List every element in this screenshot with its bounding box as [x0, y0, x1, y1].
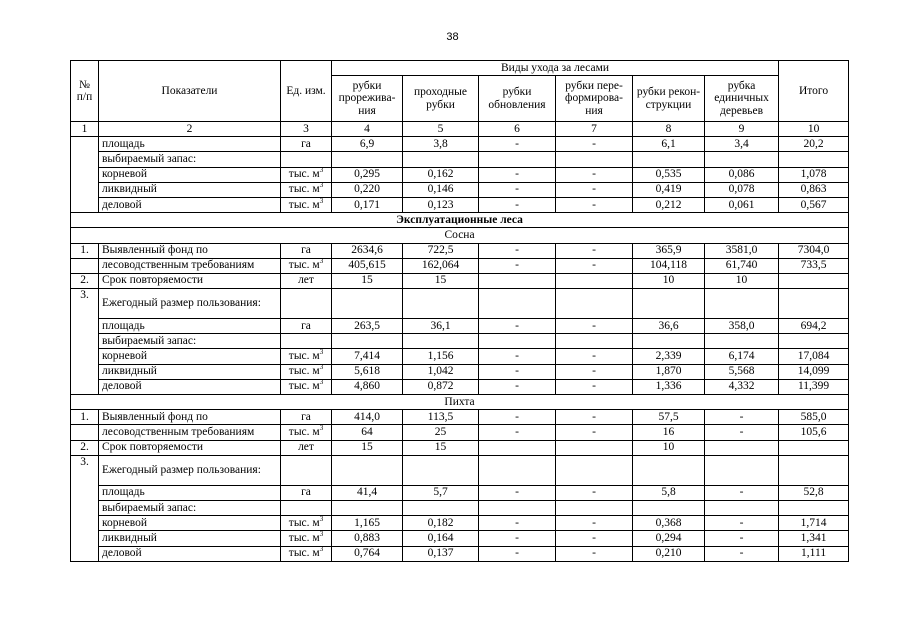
value-cell: 14,099	[779, 364, 849, 379]
value-cell	[779, 440, 849, 455]
value-cell	[403, 289, 479, 319]
value-cell	[403, 152, 479, 167]
row-label: Срок повторяемости	[99, 440, 281, 455]
value-cell	[705, 455, 779, 485]
header-col-8: рубки рекон-струкции	[633, 76, 705, 122]
header-col-7: рубки пере-формирова-ния	[556, 76, 633, 122]
value-cell	[633, 334, 705, 349]
value-cell: -	[479, 379, 556, 394]
value-cell: 15	[332, 440, 403, 455]
row-label: площадь	[99, 319, 281, 334]
unit-cell	[281, 289, 332, 319]
row-label: ликвидный	[99, 531, 281, 546]
row-number: 2.	[71, 273, 99, 288]
value-cell: 10	[705, 273, 779, 288]
column-number: 10	[779, 122, 849, 137]
value-cell: 5,618	[332, 364, 403, 379]
table-row	[71, 289, 849, 319]
unit-cell: тыс. $м^3$	[281, 182, 332, 197]
value-cell	[332, 289, 403, 319]
value-cell	[332, 334, 403, 349]
value-cell	[479, 289, 556, 319]
superscript-3: 3	[319, 258, 324, 266]
value-cell	[705, 500, 779, 515]
value-cell: 64	[332, 425, 403, 440]
unit-cell: лет	[281, 440, 332, 455]
table-row	[71, 349, 849, 364]
row-number: 2.	[71, 440, 99, 455]
value-cell: -	[556, 364, 633, 379]
unit-cell: га	[281, 137, 332, 152]
table-row	[71, 243, 849, 258]
value-cell: -	[556, 319, 633, 334]
row-label: деловой	[99, 546, 281, 561]
species-row	[71, 228, 849, 243]
value-cell: -	[556, 167, 633, 182]
value-cell: -	[479, 410, 556, 425]
unit-cell: тыс. $м^3$	[281, 425, 332, 440]
value-cell: 0,162	[403, 167, 479, 182]
value-cell: 0,567	[779, 197, 849, 212]
value-cell: 15	[332, 273, 403, 288]
unit-cell: тыс. $м^3$	[281, 258, 332, 273]
value-cell: 694,2	[779, 319, 849, 334]
value-cell: 15	[403, 440, 479, 455]
row-label: выбираемый запас:	[99, 152, 281, 167]
row-label: Срок повторяемости	[99, 273, 281, 288]
row-label: корневой	[99, 516, 281, 531]
value-cell: -	[556, 485, 633, 500]
value-cell: 405,615	[332, 258, 403, 273]
value-cell: -	[556, 425, 633, 440]
value-cell: -	[556, 137, 633, 152]
value-cell: 5,8	[633, 485, 705, 500]
value-cell: 104,118	[633, 258, 705, 273]
row-label: лесоводственным требованиям	[99, 258, 281, 273]
value-cell	[705, 440, 779, 455]
value-cell: 1,341	[779, 531, 849, 546]
value-cell: -	[556, 182, 633, 197]
value-cell	[556, 152, 633, 167]
value-cell: 1,870	[633, 364, 705, 379]
value-cell	[479, 152, 556, 167]
value-cell: 0,368	[633, 516, 705, 531]
table-row	[71, 182, 849, 197]
value-cell	[779, 273, 849, 288]
unit-cell: тыс. $м^3$	[281, 516, 332, 531]
row-number: 3.	[71, 289, 99, 395]
value-cell: 6,9	[332, 137, 403, 152]
header-indicators: Показатели	[99, 61, 281, 122]
value-cell: 722,5	[403, 243, 479, 258]
header-num: № п/п	[71, 61, 99, 122]
value-cell	[556, 334, 633, 349]
row-label: корневой	[99, 349, 281, 364]
value-cell: 0,212	[633, 197, 705, 212]
table-row	[71, 258, 849, 273]
header-col-4: рубки прорежива-ния	[332, 76, 403, 122]
value-cell	[403, 455, 479, 485]
value-cell: 3,8	[403, 137, 479, 152]
value-cell: 0,164	[403, 531, 479, 546]
value-cell: 36,1	[403, 319, 479, 334]
value-cell: -	[705, 516, 779, 531]
value-cell	[705, 334, 779, 349]
value-cell: 57,5	[633, 410, 705, 425]
value-cell	[779, 500, 849, 515]
column-number: 8	[633, 122, 705, 137]
header-col-5: проходные рубки	[403, 76, 479, 122]
value-cell: 6,1	[633, 137, 705, 152]
value-cell	[779, 289, 849, 319]
unit-cell: тыс. $м^3$	[281, 167, 332, 182]
row-label: Выявленный фонд по	[99, 243, 281, 258]
table-row	[71, 319, 849, 334]
table-row	[71, 531, 849, 546]
value-cell: 1,714	[779, 516, 849, 531]
value-cell: 263,5	[332, 319, 403, 334]
value-cell: -	[556, 516, 633, 531]
value-cell	[705, 152, 779, 167]
value-cell: -	[479, 167, 556, 182]
superscript-3: 3	[319, 515, 324, 523]
value-cell	[332, 500, 403, 515]
value-cell: 358,0	[705, 319, 779, 334]
value-cell: -	[556, 243, 633, 258]
value-cell	[556, 500, 633, 515]
value-cell: -	[705, 531, 779, 546]
page-number: 38	[446, 31, 459, 43]
value-cell	[479, 500, 556, 515]
species-row	[71, 395, 849, 410]
value-cell	[479, 334, 556, 349]
value-cell	[633, 152, 705, 167]
row-label: Ежегодный размер пользования:	[99, 289, 281, 319]
value-cell: 25	[403, 425, 479, 440]
value-cell: 1,042	[403, 364, 479, 379]
value-cell: 5,7	[403, 485, 479, 500]
value-cell: 61,740	[705, 258, 779, 273]
unit-cell	[281, 334, 332, 349]
value-cell: -	[556, 531, 633, 546]
value-cell: 365,9	[633, 243, 705, 258]
value-cell	[705, 289, 779, 319]
value-cell: 0,872	[403, 379, 479, 394]
value-cell	[779, 455, 849, 485]
row-number: 1.	[71, 243, 99, 258]
column-numbers-row	[71, 122, 849, 137]
value-cell: -	[556, 349, 633, 364]
value-cell: 0,220	[332, 182, 403, 197]
value-cell	[556, 273, 633, 288]
value-cell: 0,182	[403, 516, 479, 531]
unit-cell: тыс. $м^3$	[281, 546, 332, 561]
value-cell: -	[556, 546, 633, 561]
value-cell: 1,156	[403, 349, 479, 364]
column-number: 9	[705, 122, 779, 137]
value-cell: 7,414	[332, 349, 403, 364]
value-cell: 3,4	[705, 137, 779, 152]
unit-cell: га	[281, 319, 332, 334]
value-cell: -	[705, 410, 779, 425]
column-number: 2	[99, 122, 281, 137]
unit-cell	[281, 500, 332, 515]
row-label: выбираемый запас:	[99, 334, 281, 349]
value-cell: 1,165	[332, 516, 403, 531]
table-row	[71, 364, 849, 379]
header-total: Итого	[779, 61, 849, 122]
table-row	[71, 197, 849, 212]
value-cell: 113,5	[403, 410, 479, 425]
row-label: деловой	[99, 379, 281, 394]
value-cell: 0,883	[332, 531, 403, 546]
table-row	[71, 485, 849, 500]
column-number: 5	[403, 122, 479, 137]
row-label: Выявленный фонд по	[99, 410, 281, 425]
value-cell: 11,399	[779, 379, 849, 394]
table-row	[71, 546, 849, 561]
value-cell: 0,210	[633, 546, 705, 561]
column-number: 6	[479, 122, 556, 137]
unit-cell: тыс. $м^3$	[281, 531, 332, 546]
table-row	[71, 334, 849, 349]
value-cell: 52,8	[779, 485, 849, 500]
value-cell	[332, 455, 403, 485]
table-row	[71, 137, 849, 152]
row-number	[71, 258, 99, 273]
value-cell: 0,535	[633, 167, 705, 182]
value-cell: 105,6	[779, 425, 849, 440]
value-cell: 1,111	[779, 546, 849, 561]
header-col-9: рубка единичных деревьев	[705, 76, 779, 122]
value-cell: 41,4	[332, 485, 403, 500]
unit-cell: га	[281, 485, 332, 500]
row-number: 1.	[71, 410, 99, 425]
value-cell	[403, 500, 479, 515]
value-cell: -	[479, 531, 556, 546]
value-cell: 3581,0	[705, 243, 779, 258]
value-cell: -	[479, 258, 556, 273]
superscript-3: 3	[319, 197, 324, 205]
table-row	[71, 152, 849, 167]
value-cell: -	[479, 485, 556, 500]
table-row	[71, 516, 849, 531]
value-cell: -	[556, 197, 633, 212]
value-cell: 0,123	[403, 197, 479, 212]
value-cell: 2,339	[633, 349, 705, 364]
row-label: деловой	[99, 197, 281, 212]
header-group: Виды ухода за лесами	[332, 61, 779, 76]
value-cell: 5,568	[705, 364, 779, 379]
value-cell: -	[556, 379, 633, 394]
column-number: 1	[71, 122, 99, 137]
superscript-3: 3	[319, 546, 324, 554]
value-cell: 20,2	[779, 137, 849, 152]
value-cell: 16	[633, 425, 705, 440]
value-cell: 0,171	[332, 197, 403, 212]
row-label: площадь	[99, 137, 281, 152]
value-cell: 0,419	[633, 182, 705, 197]
unit-cell: лет	[281, 273, 332, 288]
row-label: выбираемый запас:	[99, 500, 281, 515]
value-cell: 15	[403, 273, 479, 288]
value-cell	[403, 334, 479, 349]
row-number: 3.	[71, 455, 99, 561]
species-title: Сосна	[71, 228, 849, 243]
value-cell: 1,078	[779, 167, 849, 182]
value-cell: 0,086	[705, 167, 779, 182]
unit-cell: тыс. $м^3$	[281, 349, 332, 364]
value-cell	[479, 273, 556, 288]
unit-cell: тыс. $м^3$	[281, 364, 332, 379]
unit-cell: га	[281, 243, 332, 258]
value-cell: 0,137	[403, 546, 479, 561]
value-cell: -	[479, 182, 556, 197]
header-unit: Ед. изм.	[281, 61, 332, 122]
unit-cell: га	[281, 410, 332, 425]
superscript-3: 3	[319, 379, 324, 387]
value-cell: 7304,0	[779, 243, 849, 258]
value-cell: -	[479, 243, 556, 258]
superscript-3: 3	[319, 530, 324, 539]
table-row	[71, 167, 849, 182]
table-row	[71, 410, 849, 425]
table-row	[71, 500, 849, 515]
row-label: площадь	[99, 485, 281, 500]
value-cell: 414,0	[332, 410, 403, 425]
value-cell	[556, 289, 633, 319]
value-cell: 36,6	[633, 319, 705, 334]
value-cell: 733,5	[779, 258, 849, 273]
value-cell: 585,0	[779, 410, 849, 425]
header-col-6: рубки обновления	[479, 76, 556, 122]
value-cell: 0,294	[633, 531, 705, 546]
row-number-cell	[71, 137, 99, 213]
value-cell	[556, 455, 633, 485]
species-title: Пихта	[71, 395, 849, 410]
value-cell: -	[479, 349, 556, 364]
value-cell	[633, 500, 705, 515]
table-row	[71, 455, 849, 485]
value-cell	[779, 152, 849, 167]
row-label: Ежегодный размер пользования:	[99, 455, 281, 485]
superscript-3: 3	[319, 348, 324, 357]
value-cell: -	[556, 410, 633, 425]
table-row	[71, 273, 849, 288]
value-cell: 17,084	[779, 349, 849, 364]
table-row	[71, 425, 849, 440]
value-cell: 0,078	[705, 182, 779, 197]
value-cell	[556, 440, 633, 455]
value-cell: 10	[633, 440, 705, 455]
value-cell: -	[479, 364, 556, 379]
value-cell: 0,061	[705, 197, 779, 212]
value-cell: -	[479, 516, 556, 531]
value-cell: 0,863	[779, 182, 849, 197]
row-label: корневой	[99, 167, 281, 182]
value-cell: 2634,6	[332, 243, 403, 258]
value-cell: 162,064	[403, 258, 479, 273]
value-cell: 4,860	[332, 379, 403, 394]
unit-cell	[281, 455, 332, 485]
value-cell: -	[479, 546, 556, 561]
column-number: 4	[332, 122, 403, 137]
value-cell: 1,336	[633, 379, 705, 394]
value-cell	[779, 334, 849, 349]
value-cell	[479, 440, 556, 455]
column-number: 7	[556, 122, 633, 137]
value-cell	[332, 152, 403, 167]
section-row	[71, 213, 849, 228]
value-cell: 0,146	[403, 182, 479, 197]
row-number	[71, 425, 99, 440]
superscript-3: 3	[319, 364, 324, 372]
unit-cell: тыс. $м^3$	[281, 197, 332, 212]
value-cell: 0,764	[332, 546, 403, 561]
value-cell: -	[705, 425, 779, 440]
superscript-3: 3	[319, 167, 324, 175]
value-cell	[479, 455, 556, 485]
value-cell: 10	[633, 273, 705, 288]
value-cell: -	[705, 485, 779, 500]
value-cell: -	[705, 546, 779, 561]
superscript-3: 3	[319, 182, 324, 190]
value-cell	[633, 289, 705, 319]
value-cell: -	[479, 137, 556, 152]
value-cell: 6,174	[705, 349, 779, 364]
forest-care-table	[70, 60, 849, 562]
value-cell: -	[479, 197, 556, 212]
column-number: 3	[281, 122, 332, 137]
row-label: лесоводственным требованиям	[99, 425, 281, 440]
value-cell: -	[556, 258, 633, 273]
row-label: ликвидный	[99, 182, 281, 197]
value-cell: -	[479, 425, 556, 440]
row-label: ликвидный	[99, 364, 281, 379]
unit-cell: тыс. $м^3$	[281, 379, 332, 394]
table-row	[71, 440, 849, 455]
value-cell: 4,332	[705, 379, 779, 394]
table-row	[71, 379, 849, 394]
value-cell	[633, 455, 705, 485]
value-cell: -	[479, 319, 556, 334]
section-title: Эксплуатационные леса	[71, 213, 849, 228]
value-cell: 0,295	[332, 167, 403, 182]
superscript-3: 3	[319, 424, 324, 433]
unit-cell	[281, 152, 332, 167]
